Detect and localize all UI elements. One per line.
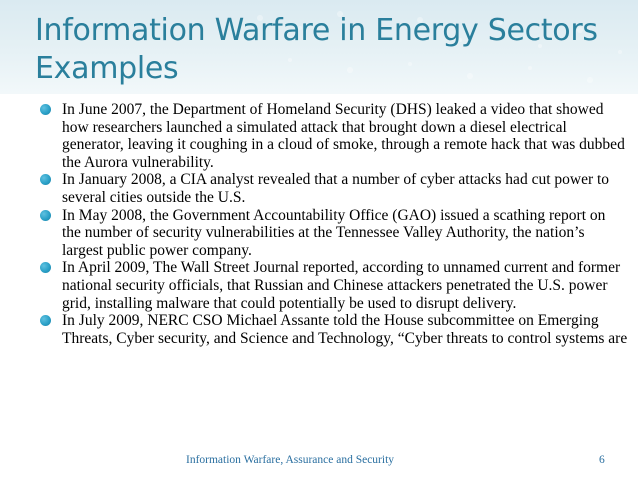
title-line-2: Examples <box>35 51 179 86</box>
page-number: 6 <box>599 454 605 466</box>
bullet-dot-icon <box>40 315 51 326</box>
slide-title <box>35 12 625 88</box>
bullet-dot-icon <box>40 262 51 273</box>
title-line-1: Information Warfare in Energy Sectors <box>35 13 598 48</box>
bullet-text: In May 2008, the Government Accountability Office (GAO) issued a scathing report on the number of security vulnerabilities at the Tennessee Valley Authority, the nation’s largest public power company. <box>62 206 606 259</box>
footer-text: Information Warfare, Assurance and Security <box>186 454 395 466</box>
bullet-text: In June 2007, the Department of Homeland Security (DHS) leaked a video that showed how researchers launched a simulated attack that brought down a diesel electrical generator, leaving it coughing in a cloud of smoke, through a remote hack that was dubbed the Aurora vulnerability. <box>62 101 625 171</box>
bullet-item <box>38 171 628 206</box>
bullet-text: In July 2009, NERC CSO Michael Assante told the House subcommittee on Emerging Threats, Cyber security, and Science and Technology, “Cyber threats to control systems are <box>62 312 628 347</box>
bullet-item <box>38 312 628 347</box>
bullet-dot-icon <box>40 104 51 115</box>
bullet-list <box>38 101 628 347</box>
bullet-text: In April 2009, The Wall Street Journal reported, according to unnamed current and former national security officials, that Russian and Chinese attackers penetrated the U.S. power grid, installing malware that could potentially be used to disrupt delivery. <box>62 259 621 312</box>
bullet-dot-icon <box>40 174 51 185</box>
bullet-item <box>38 207 628 260</box>
bullet-dot-icon <box>40 210 51 221</box>
bullet-text: In January 2008, a CIA analyst revealed that a number of cyber attacks had cut power to several cities outside the U.S. <box>62 171 610 206</box>
bullet-item <box>38 101 628 171</box>
bullet-item <box>38 259 628 312</box>
